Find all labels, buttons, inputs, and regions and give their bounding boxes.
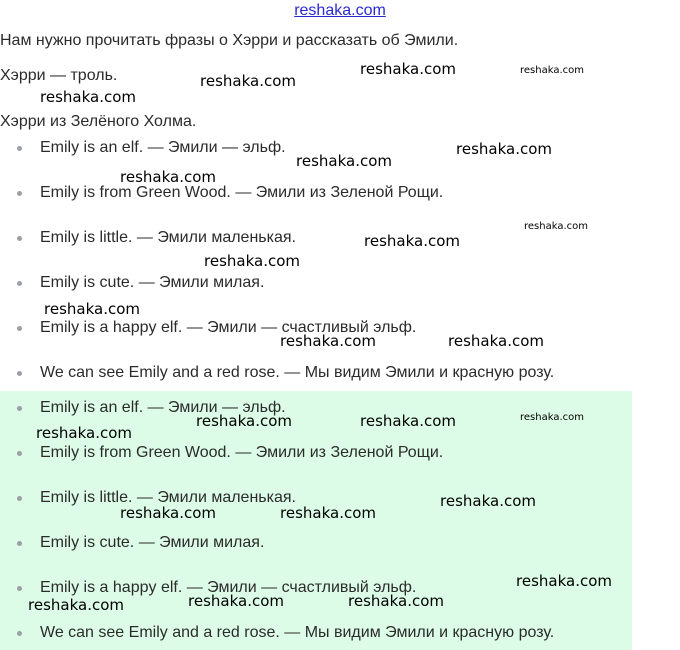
list-item-text: Emily is an elf. — Эмили — эльф. — [40, 399, 286, 416]
watermark: reshaka.com — [280, 332, 376, 350]
site-link[interactable]: reshaka.com — [294, 2, 386, 19]
bullet-icon — [17, 281, 22, 286]
watermark: reshaka.com — [296, 152, 392, 170]
watermark: reshaka.com — [44, 300, 140, 318]
list-item-text: We can see Emily and a red rose. — Мы видим Эмили и красную розу. — [40, 624, 555, 641]
bullet-icon — [17, 371, 22, 376]
watermark: reshaka.com — [516, 572, 612, 590]
list-item-text: Emily is from Green Wood. — Эмили из Зеленой Рощи. — [40, 444, 444, 461]
watermark: reshaka.com — [36, 424, 132, 442]
list-item-text: Emily is an elf. — Эмили — эльф. — [40, 139, 286, 156]
watermark: reshaka.com — [520, 412, 584, 423]
watermark: reshaka.com — [204, 252, 300, 270]
watermark: reshaka.com — [440, 492, 536, 510]
list-item-text: Emily is from Green Wood. — Эмили из Зеленой Рощи. — [40, 184, 444, 201]
bullet-icon — [17, 406, 22, 411]
watermark: reshaka.com — [120, 168, 216, 186]
list-item-text: Emily is little. — Эмили маленькая. — [40, 489, 296, 506]
bullet-icon — [17, 236, 22, 241]
watermark: reshaka.com — [364, 232, 460, 250]
watermark: reshaka.com — [200, 72, 296, 90]
list-item-text: Emily is a happy elf. — Эмили — счастливый эльф. — [40, 579, 417, 596]
watermark: reshaka.com — [28, 596, 124, 614]
watermark: reshaka.com — [196, 412, 292, 430]
watermark: reshaka.com — [524, 221, 588, 232]
list-item-text: Emily is cute. — Эмили милая. — [40, 534, 265, 551]
bullet-icon — [17, 451, 22, 456]
watermark: reshaka.com — [188, 592, 284, 610]
watermark: reshaka.com — [348, 592, 444, 610]
list-item-text: We can see Emily and a red rose. — Мы видим Эмили и красную розу. — [40, 364, 555, 381]
list-item-text: Emily is cute. — Эмили милая. — [40, 274, 265, 291]
watermark: reshaka.com — [360, 412, 456, 430]
watermark: reshaka.com — [360, 60, 456, 78]
watermark: reshaka.com — [40, 88, 136, 106]
bullet-icon — [17, 541, 22, 546]
bullet-icon — [17, 631, 22, 636]
bullet-icon — [17, 326, 22, 331]
watermark: reshaka.com — [280, 504, 376, 522]
bullet-icon — [17, 191, 22, 196]
bullet-icon — [17, 496, 22, 501]
bullet-icon — [17, 146, 22, 151]
list-item-text: Emily is a happy elf. — Эмили — счастливый эльф. — [40, 319, 417, 336]
watermark: reshaka.com — [520, 65, 584, 76]
harry-line-1: Хэрри — троль. — [0, 67, 118, 84]
bullet-icon — [17, 586, 22, 591]
watermark: reshaka.com — [120, 504, 216, 522]
watermark: reshaka.com — [448, 332, 544, 350]
harry-line-2: Хэрри из Зелёного Холма. — [0, 113, 197, 130]
list-item-text: Emily is little. — Эмили маленькая. — [40, 229, 296, 246]
intro-text: Нам нужно прочитать фразы о Хэрри и рассказать об Эмили. — [0, 32, 459, 49]
watermark: reshaka.com — [456, 140, 552, 158]
